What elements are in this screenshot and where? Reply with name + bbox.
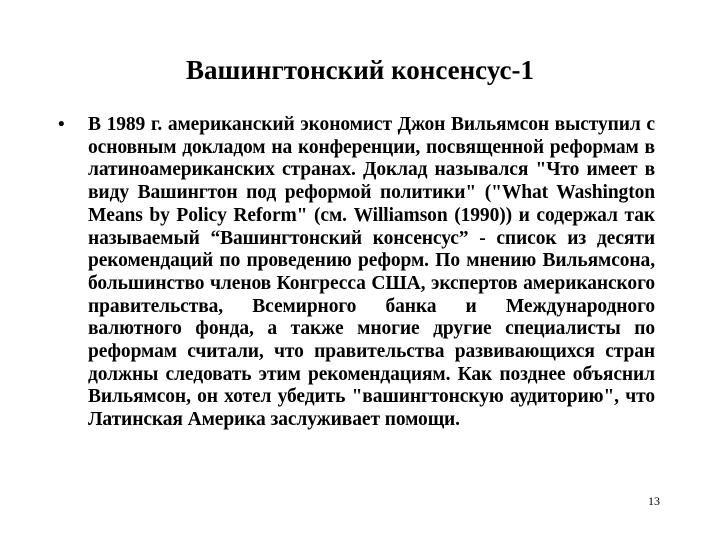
- page-number: 13: [648, 494, 660, 508]
- bullet-marker: •: [58, 114, 65, 135]
- bullet-text: В 1989 г. американский экономист Джон Вильямсон выступил с основным докладом на конференции, посвященной реформам в латиноамериканских странах. Доклад назывался "Что имеет в виду Вашингтон под реформой политики" ("What Washington Means by Policy Reform" (см. Williamson (1990)) и содержал так называемый “Вашингтонский консенсус” - список из десяти рекомендаций по проведению реформ. По мнению Вильямсона, большинство членов Конгресса США, экспертов американского правительства, Всемирного банка и Международного валютного фонда, а также многие другие специалисты по реформам считали, что правительства развивающихся стран должны следовать этим рекомендациям. Как позднее объяснил Вильямсон, он хотел убедить "вашингтонскую аудиторию", что Латинская Америка заслуживает помощи.: [88, 114, 655, 431]
- slide-title: Вашингтонский консенсус-1: [186, 55, 534, 85]
